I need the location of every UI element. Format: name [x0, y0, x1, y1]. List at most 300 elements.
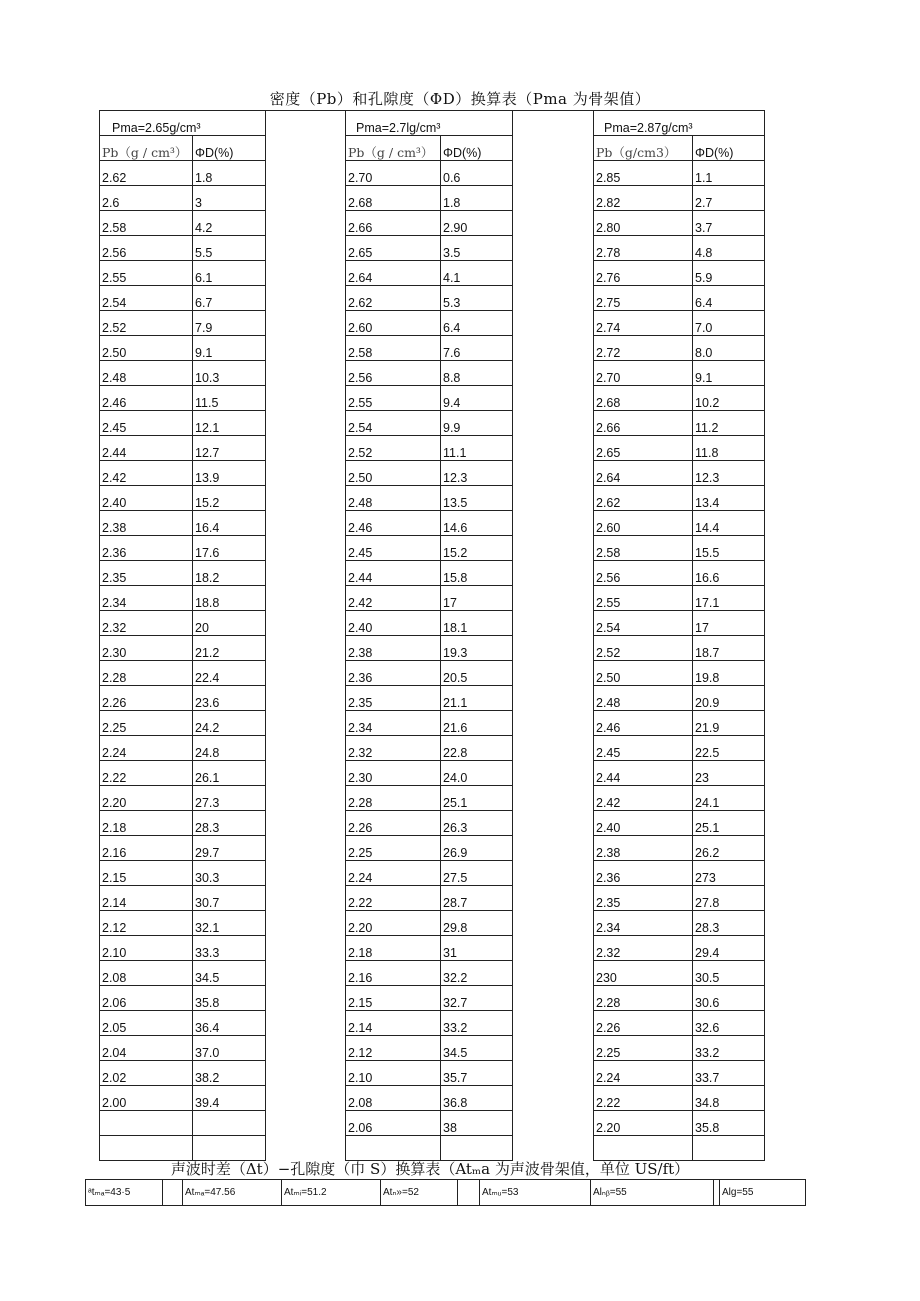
spacer-column	[266, 111, 346, 1161]
porosity-cell: 11.1	[441, 436, 513, 461]
porosity-cell: 32.2	[441, 961, 513, 986]
table-row	[100, 286, 765, 311]
table-row	[100, 561, 765, 586]
density-cell: 2.58	[100, 211, 193, 236]
density-cell: 2.24	[594, 1061, 693, 1086]
porosity-cell: 24.8	[193, 736, 266, 761]
porosity-cell: 23	[693, 761, 765, 786]
density-cell: 2.14	[100, 886, 193, 911]
density-cell: 2.48	[594, 686, 693, 711]
table-row	[100, 236, 765, 261]
density-cell	[100, 1111, 193, 1136]
sonic-cell: Alₙᵦ=55	[591, 1180, 714, 1206]
porosity-cell: 13.5	[441, 486, 513, 511]
density-cell: 2.28	[346, 786, 441, 811]
density-cell	[346, 1136, 441, 1161]
table-row	[100, 161, 765, 186]
density-cell: 2.60	[594, 511, 693, 536]
sonic-table-title: 声波时差（Δt）−孔隙度（巾 S）换算表（Atₘa 为声波骨架值，单位 US/ft）	[170, 1160, 690, 1178]
table-row	[100, 386, 765, 411]
density-cell: 2.14	[346, 1011, 441, 1036]
density-cell: 2.20	[100, 786, 193, 811]
density-cell	[594, 1136, 693, 1161]
porosity-cell: 37.0	[193, 1036, 266, 1061]
density-cell: 2.36	[100, 536, 193, 561]
porosity-cell: 34.5	[193, 961, 266, 986]
porosity-cell: 0.6	[441, 161, 513, 186]
porosity-cell: 11.5	[193, 386, 266, 411]
column-header-density: Pb（g / cm³）	[346, 136, 441, 161]
porosity-cell: 7.6	[441, 336, 513, 361]
density-cell: 2.62	[594, 486, 693, 511]
density-cell: 2.20	[346, 911, 441, 936]
porosity-cell: 1.8	[193, 161, 266, 186]
porosity-cell: 14.4	[693, 511, 765, 536]
density-cell: 2.56	[100, 236, 193, 261]
porosity-cell: 32.1	[193, 911, 266, 936]
density-cell	[100, 1136, 193, 1161]
density-cell: 2.40	[346, 611, 441, 636]
porosity-cell: 13.4	[693, 486, 765, 511]
density-cell: 2.64	[594, 461, 693, 486]
porosity-cell: 26.3	[441, 811, 513, 836]
table-row	[100, 261, 765, 286]
density-cell: 2.00	[100, 1086, 193, 1111]
porosity-cell: 21.6	[441, 711, 513, 736]
porosity-cell: 9.1	[693, 361, 765, 386]
porosity-cell: 4.8	[693, 236, 765, 261]
porosity-cell: 35.7	[441, 1061, 513, 1086]
table-row	[100, 986, 765, 1011]
table-row	[100, 1036, 765, 1061]
sonic-cell: Atₘₐ=47.56	[183, 1180, 282, 1206]
porosity-cell: 26.9	[441, 836, 513, 861]
density-cell: 2.28	[100, 661, 193, 686]
density-cell: 2.50	[100, 336, 193, 361]
density-cell: 2.26	[100, 686, 193, 711]
density-cell: 2.45	[346, 536, 441, 561]
porosity-cell: 20	[193, 611, 266, 636]
sonic-row	[86, 1180, 806, 1206]
porosity-cell: 36.4	[193, 1011, 266, 1036]
density-cell: 2.70	[346, 161, 441, 186]
porosity-cell: 12.7	[193, 436, 266, 461]
table-row	[100, 711, 765, 736]
density-cell: 2.70	[594, 361, 693, 386]
density-cell: 2.16	[100, 836, 193, 861]
porosity-cell: 8.0	[693, 336, 765, 361]
table-row	[100, 336, 765, 361]
density-cell: 2.38	[100, 511, 193, 536]
porosity-cell: 35.8	[193, 986, 266, 1011]
table-row	[100, 736, 765, 761]
porosity-cell: 24.2	[193, 711, 266, 736]
porosity-cell: 33.2	[693, 1036, 765, 1061]
porosity-cell: 2.7	[693, 186, 765, 211]
porosity-cell: 8.8	[441, 361, 513, 386]
porosity-cell: 28.3	[193, 811, 266, 836]
porosity-cell: 25.1	[441, 786, 513, 811]
porosity-cell	[441, 1136, 513, 1161]
porosity-cell: 22.8	[441, 736, 513, 761]
density-cell: 2.62	[346, 286, 441, 311]
density-cell: 2.46	[100, 386, 193, 411]
density-cell: 2.66	[594, 411, 693, 436]
density-cell: 2.54	[594, 611, 693, 636]
porosity-cell: 19.8	[693, 661, 765, 686]
porosity-cell: 15.2	[193, 486, 266, 511]
table-row	[100, 661, 765, 686]
density-cell: 2.10	[100, 936, 193, 961]
density-cell: 2.52	[346, 436, 441, 461]
porosity-cell: 30.6	[693, 986, 765, 1011]
density-cell: 2.34	[594, 911, 693, 936]
density-cell: 2.64	[346, 261, 441, 286]
density-cell: 2.44	[594, 761, 693, 786]
density-cell: 2.6	[100, 186, 193, 211]
porosity-cell: 16.4	[193, 511, 266, 536]
porosity-cell: 27.8	[693, 886, 765, 911]
group-header-row	[100, 111, 765, 136]
density-cell: 2.42	[594, 786, 693, 811]
table-row	[100, 886, 765, 911]
porosity-cell: 9.1	[193, 336, 266, 361]
porosity-cell: 13.9	[193, 461, 266, 486]
porosity-cell: 273	[693, 861, 765, 886]
porosity-cell	[693, 1136, 765, 1161]
density-cell: 2.54	[346, 411, 441, 436]
table-row	[100, 436, 765, 461]
porosity-cell: 30.5	[693, 961, 765, 986]
density-cell: 2.38	[594, 836, 693, 861]
density-cell: 2.82	[594, 186, 693, 211]
porosity-cell: 5.5	[193, 236, 266, 261]
density-cell: 2.55	[594, 586, 693, 611]
density-cell: 2.06	[346, 1111, 441, 1136]
spacer-column	[513, 111, 594, 1161]
porosity-cell: 12.3	[693, 461, 765, 486]
porosity-cell: 27.3	[193, 786, 266, 811]
density-cell: 2.36	[346, 661, 441, 686]
sonic-cell: Alg=55	[720, 1180, 806, 1206]
density-cell: 2.65	[594, 436, 693, 461]
porosity-cell: 21.9	[693, 711, 765, 736]
table-row	[100, 636, 765, 661]
porosity-cell: 7.0	[693, 311, 765, 336]
density-cell: 2.45	[594, 736, 693, 761]
porosity-cell: 23.6	[193, 686, 266, 711]
table-row	[100, 1136, 765, 1161]
porosity-cell: 28.7	[441, 886, 513, 911]
density-cell: 2.42	[346, 586, 441, 611]
porosity-cell: 33.2	[441, 1011, 513, 1036]
porosity-cell	[193, 1111, 266, 1136]
porosity-cell: 7.9	[193, 311, 266, 336]
density-cell: 2.22	[100, 761, 193, 786]
density-cell: 2.02	[100, 1061, 193, 1086]
porosity-cell: 17.1	[693, 586, 765, 611]
density-cell: 2.22	[594, 1086, 693, 1111]
density-cell: 2.25	[594, 1036, 693, 1061]
porosity-cell: 20.9	[693, 686, 765, 711]
porosity-cell: 10.2	[693, 386, 765, 411]
column-header-porosity: ΦD(%)	[441, 136, 513, 161]
sonic-cell: Atₘᵢ=51.2	[282, 1180, 381, 1206]
density-cell: 2.75	[594, 286, 693, 311]
porosity-cell: 2.90	[441, 211, 513, 236]
sonic-cell-empty	[458, 1180, 480, 1206]
density-cell: 2.32	[100, 611, 193, 636]
table-row	[100, 536, 765, 561]
porosity-cell: 14.6	[441, 511, 513, 536]
porosity-cell: 27.5	[441, 861, 513, 886]
porosity-cell: 34.5	[441, 1036, 513, 1061]
density-cell: 2.30	[346, 761, 441, 786]
table-row	[100, 786, 765, 811]
table-row	[100, 936, 765, 961]
column-header-porosity: ΦD(%)	[693, 136, 765, 161]
density-cell: 2.12	[100, 911, 193, 936]
density-cell: 2.45	[100, 411, 193, 436]
density-cell: 2.52	[100, 311, 193, 336]
porosity-cell: 3.5	[441, 236, 513, 261]
table-row	[100, 836, 765, 861]
density-cell: 2.78	[594, 236, 693, 261]
density-cell: 2.60	[346, 311, 441, 336]
porosity-cell: 17	[441, 586, 513, 611]
column-header-density: Pb（g/cm3）	[594, 136, 693, 161]
density-cell: 2.12	[346, 1036, 441, 1061]
density-porosity-table	[99, 110, 765, 1161]
density-cell: 2.35	[594, 886, 693, 911]
density-cell: 2.28	[594, 986, 693, 1011]
table-row	[100, 311, 765, 336]
density-cell: 2.46	[346, 511, 441, 536]
porosity-cell: 19.3	[441, 636, 513, 661]
density-cell: 2.32	[346, 736, 441, 761]
porosity-cell: 10.3	[193, 361, 266, 386]
density-cell: 2.68	[346, 186, 441, 211]
porosity-cell: 17	[693, 611, 765, 636]
porosity-cell: 3	[193, 186, 266, 211]
density-cell: 2.44	[100, 436, 193, 461]
porosity-cell: 21.2	[193, 636, 266, 661]
density-cell: 2.52	[594, 636, 693, 661]
table-row	[100, 586, 765, 611]
porosity-cell: 4.1	[441, 261, 513, 286]
porosity-cell: 17.6	[193, 536, 266, 561]
density-cell: 2.22	[346, 886, 441, 911]
porosity-cell: 5.9	[693, 261, 765, 286]
sonic-porosity-table	[85, 1179, 806, 1206]
group-header: Pma=2.87g/cm³	[594, 111, 765, 136]
density-cell: 230	[594, 961, 693, 986]
porosity-cell	[193, 1136, 266, 1161]
density-cell: 2.26	[594, 1011, 693, 1036]
porosity-cell: 25.1	[693, 811, 765, 836]
porosity-cell: 6.4	[441, 311, 513, 336]
porosity-cell: 12.1	[193, 411, 266, 436]
porosity-cell: 24.0	[441, 761, 513, 786]
density-cell: 2.62	[100, 161, 193, 186]
table-row	[100, 186, 765, 211]
porosity-cell: 18.7	[693, 636, 765, 661]
density-cell: 2.25	[100, 711, 193, 736]
density-cell: 2.16	[346, 961, 441, 986]
density-cell: 2.80	[594, 211, 693, 236]
density-cell: 2.46	[594, 711, 693, 736]
porosity-cell: 6.1	[193, 261, 266, 286]
column-header-row	[100, 136, 765, 161]
table-row	[100, 411, 765, 436]
density-cell: 2.26	[346, 811, 441, 836]
density-cell: 2.10	[346, 1061, 441, 1086]
porosity-cell: 5.3	[441, 286, 513, 311]
density-cell: 2.42	[100, 461, 193, 486]
sonic-cell: Atₘᵤ=53	[480, 1180, 591, 1206]
table-row	[100, 1061, 765, 1086]
porosity-cell: 34.8	[693, 1086, 765, 1111]
density-cell: 2.72	[594, 336, 693, 361]
porosity-cell: 9.4	[441, 386, 513, 411]
porosity-cell: 24.1	[693, 786, 765, 811]
group-header: Pma=2.65g/cm³	[100, 111, 266, 136]
density-cell: 2.25	[346, 836, 441, 861]
porosity-cell: 22.5	[693, 736, 765, 761]
density-cell: 2.58	[594, 536, 693, 561]
porosity-cell: 28.3	[693, 911, 765, 936]
porosity-cell: 32.7	[441, 986, 513, 1011]
table-row	[100, 461, 765, 486]
group-header: Pma=2.7lg/cm³	[346, 111, 513, 136]
density-table-title: 密度（Pb）和孔隙度（ΦD）换算表（Pma 为骨架值）	[269, 90, 651, 108]
porosity-cell: 18.1	[441, 611, 513, 636]
density-cell: 2.48	[346, 486, 441, 511]
porosity-cell: 26.2	[693, 836, 765, 861]
table-row	[100, 511, 765, 536]
porosity-cell: 30.3	[193, 861, 266, 886]
density-cell: 2.35	[100, 561, 193, 586]
density-cell: 2.24	[346, 861, 441, 886]
porosity-cell: 1.8	[441, 186, 513, 211]
porosity-cell: 38.2	[193, 1061, 266, 1086]
table-row	[100, 861, 765, 886]
table-row	[100, 811, 765, 836]
porosity-cell: 3.7	[693, 211, 765, 236]
density-cell: 2.18	[346, 936, 441, 961]
density-cell: 2.18	[100, 811, 193, 836]
porosity-cell: 16.6	[693, 561, 765, 586]
porosity-cell: 35.8	[693, 1111, 765, 1136]
table-row	[100, 761, 765, 786]
density-cell: 2.55	[346, 386, 441, 411]
porosity-cell: 30.7	[193, 886, 266, 911]
table-row	[100, 211, 765, 236]
density-cell: 2.38	[346, 636, 441, 661]
density-cell: 2.40	[100, 486, 193, 511]
density-cell: 2.30	[100, 636, 193, 661]
density-cell: 2.06	[100, 986, 193, 1011]
table-row	[100, 911, 765, 936]
porosity-cell: 18.2	[193, 561, 266, 586]
density-cell: 2.08	[100, 961, 193, 986]
density-cell: 2.04	[100, 1036, 193, 1061]
porosity-cell: 11.2	[693, 411, 765, 436]
density-cell: 2.40	[594, 811, 693, 836]
table-row	[100, 1011, 765, 1036]
density-cell: 2.05	[100, 1011, 193, 1036]
porosity-cell: 11.8	[693, 436, 765, 461]
table-row	[100, 1086, 765, 1111]
density-cell: 2.15	[346, 986, 441, 1011]
porosity-cell: 32.6	[693, 1011, 765, 1036]
column-header-porosity: ΦD(%)	[193, 136, 266, 161]
porosity-cell: 1.1	[693, 161, 765, 186]
density-cell: 2.66	[346, 211, 441, 236]
porosity-cell: 20.5	[441, 661, 513, 686]
density-cell: 2.58	[346, 336, 441, 361]
density-cell: 2.54	[100, 286, 193, 311]
table-row	[100, 1111, 765, 1136]
density-cell: 2.76	[594, 261, 693, 286]
table-row	[100, 611, 765, 636]
porosity-cell: 38	[441, 1111, 513, 1136]
porosity-cell: 4.2	[193, 211, 266, 236]
table-row	[100, 486, 765, 511]
density-cell: 2.08	[346, 1086, 441, 1111]
sonic-cell: Atₙ»=52	[381, 1180, 458, 1206]
porosity-cell: 33.3	[193, 936, 266, 961]
porosity-cell: 29.7	[193, 836, 266, 861]
density-cell: 2.50	[346, 461, 441, 486]
density-cell: 2.55	[100, 261, 193, 286]
porosity-cell: 39.4	[193, 1086, 266, 1111]
porosity-cell: 22.4	[193, 661, 266, 686]
density-cell: 2.36	[594, 861, 693, 886]
density-cell: 2.44	[346, 561, 441, 586]
sonic-cell-empty	[163, 1180, 183, 1206]
density-cell: 2.74	[594, 311, 693, 336]
porosity-cell: 29.4	[693, 936, 765, 961]
porosity-cell: 29.8	[441, 911, 513, 936]
density-cell: 2.48	[100, 361, 193, 386]
porosity-cell: 6.7	[193, 286, 266, 311]
density-cell: 2.24	[100, 736, 193, 761]
porosity-cell: 9.9	[441, 411, 513, 436]
density-cell: 2.15	[100, 861, 193, 886]
porosity-cell: 33.7	[693, 1061, 765, 1086]
porosity-cell: 6.4	[693, 286, 765, 311]
porosity-cell: 18.8	[193, 586, 266, 611]
porosity-cell: 31	[441, 936, 513, 961]
density-cell: 2.68	[594, 386, 693, 411]
porosity-cell: 21.1	[441, 686, 513, 711]
column-header-density: Pb（g / cm³）	[100, 136, 193, 161]
density-cell: 2.34	[346, 711, 441, 736]
density-cell: 2.32	[594, 936, 693, 961]
sonic-cell: ᵃtₘₐ=43·5	[86, 1180, 163, 1206]
porosity-cell: 12.3	[441, 461, 513, 486]
table-row	[100, 686, 765, 711]
density-cell: 2.50	[594, 661, 693, 686]
porosity-cell: 15.8	[441, 561, 513, 586]
density-cell: 2.85	[594, 161, 693, 186]
density-cell: 2.65	[346, 236, 441, 261]
density-cell: 2.20	[594, 1111, 693, 1136]
porosity-cell: 15.5	[693, 536, 765, 561]
density-cell: 2.35	[346, 686, 441, 711]
density-cell: 2.34	[100, 586, 193, 611]
